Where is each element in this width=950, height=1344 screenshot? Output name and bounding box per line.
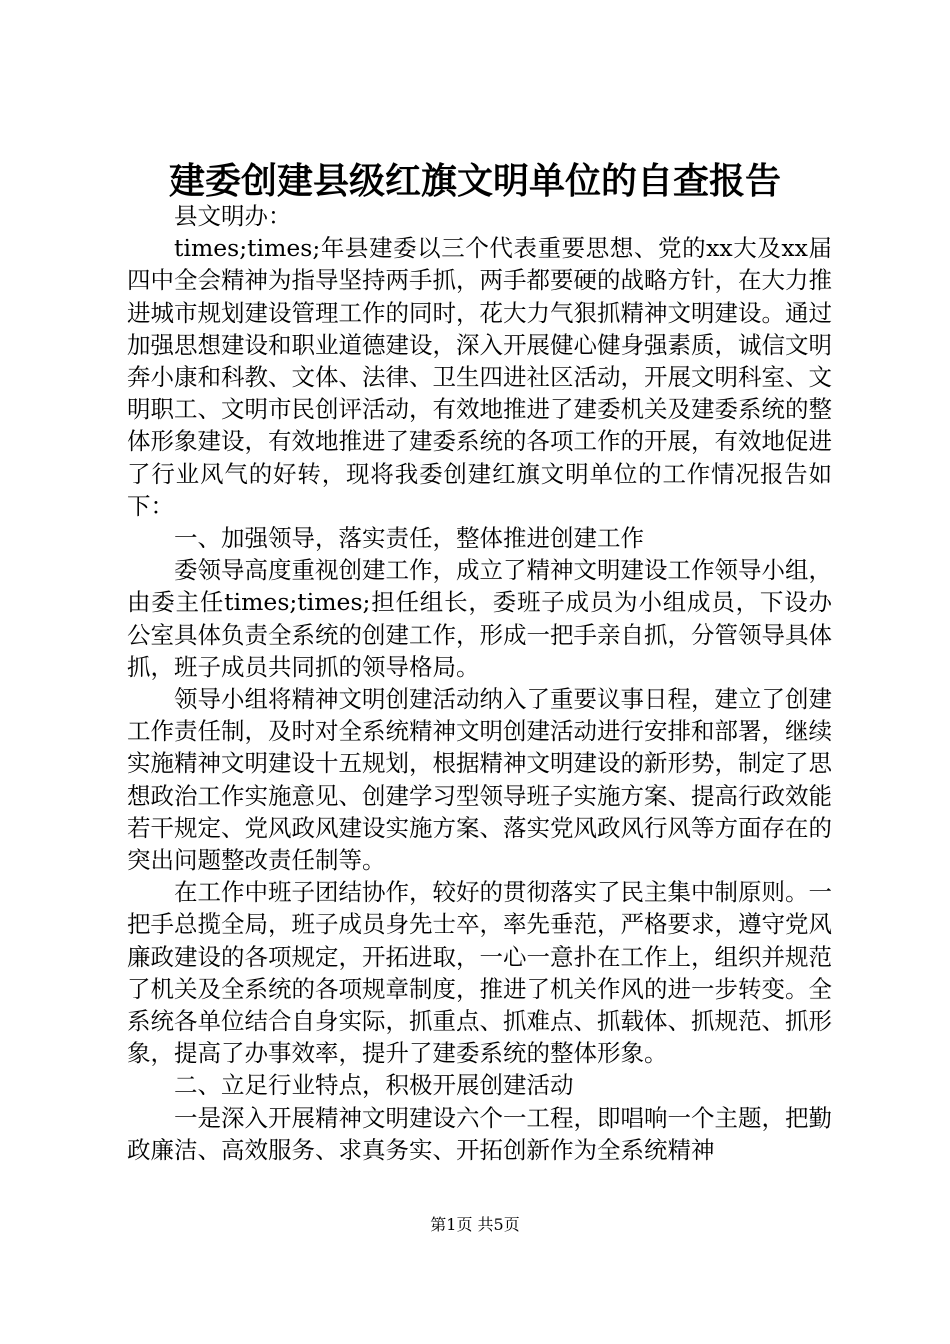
section-heading: 一、加强领导，落实责任，整体推进创建工作 <box>174 524 644 553</box>
body-paragraph: 一是深入开展精神文明建设六个一工程，即唱响一个主题，把勤政廉洁、高效服务、求真务实、开拓创新作为全系统精神 <box>127 1103 832 1164</box>
document-title: 建委创建县级红旗文明单位的自查报告 <box>168 160 781 202</box>
section-heading: 二、立足行业特点，积极开展创建活动 <box>174 1071 574 1100</box>
page-footer: 第1页 共5页 <box>430 1215 520 1234</box>
body-paragraph: times;times;年县建委以三个代表重要思想、党的xx大及xx届四中全会精神为指导坚持两手抓，两手都要硬的战略方针，在大力推进城市规划建设管理工作的同时，花大力气狠抓精神文明建设。通过加强思想建设和职业道德建设，深入开展健心健身强素质，诚信文明奔小康和科教、文体、法律、卫生四进社区活动，开展文明科室、文明职工、文明市民创评活动，有效地推进了建委机关及建委系统的整体形象建设，有效地推进了建委系统的各项工作的开展，有效地促进了行业风气的好转，现将我委创建红旗文明单位的工作情况报告如下： <box>127 234 832 520</box>
document-body <box>127 200 832 1166</box>
body-paragraph: 委领导高度重视创建工作，成立了精神文明建设工作领导小组，由委主任times;times;担任组长，委班子成员为小组成员，下设办公室具体负责全系统的创建工作，形成一把手亲自抓，分管领导具体抓，班子成员共同抓的领导格局。 <box>127 556 832 681</box>
salutation: 县文明办： <box>174 202 292 230</box>
body-paragraph: 领导小组将精神文明创建活动纳入了重要议事日程，建立了创建工作责任制，及时对全系统精神文明创建活动进行安排和部署，继续实施精神文明建设十五规划，根据精神文明建设的新形势，制定了思想政治工作实施意见、创建学习型领导班子实施方案、提高行政效能若干规定、党风政风建设实施方案、落实党风政风行风等方面存在的突出问题整改责任制等。 <box>127 685 832 875</box>
body-paragraph: 在工作中班子团结协作，较好的贯彻落实了民主集中制原则。一把手总揽全局，班子成员身先士卒，率先垂范，严格要求，遵守党风廉政建设的各项规定，开拓进取，一心一意扑在工作上，组织并规范了机关及全系统的各项规章制度，推进了机关作风的进一步转变。全系统各单位结合自身实际，抓重点、抓难点、抓载体、抓规范、抓形象，提高了办事效率，提升了建委系统的整体形象。 <box>127 878 832 1068</box>
